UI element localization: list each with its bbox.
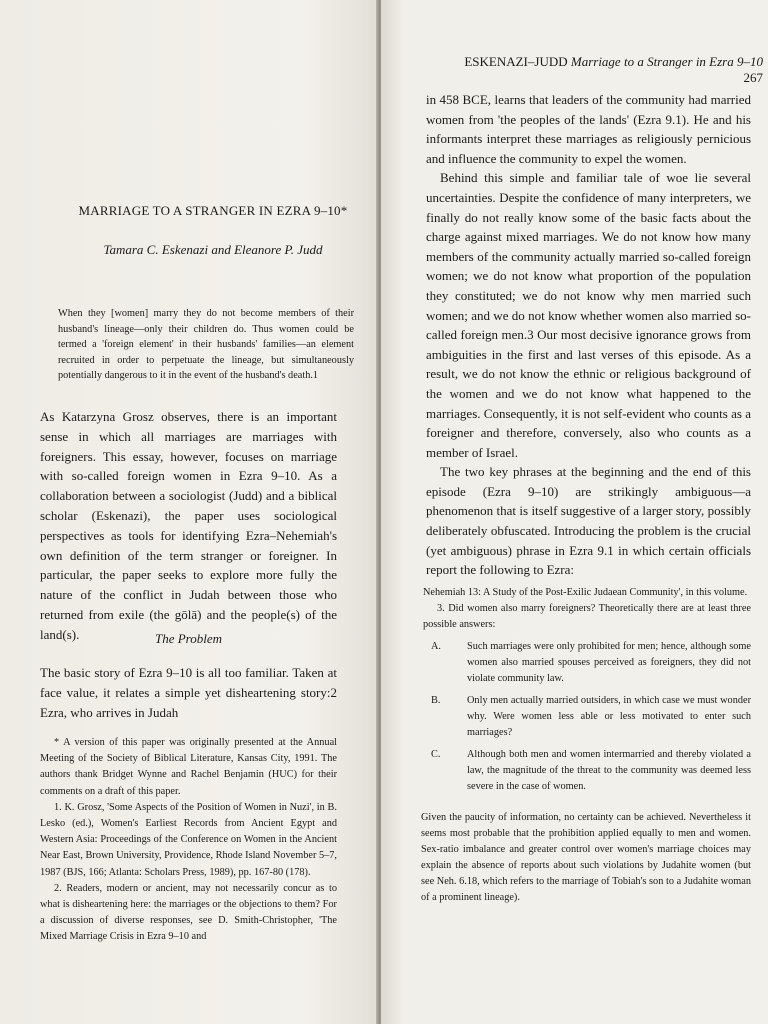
intro-paragraph: As Katarzyna Grosz observes, there is an important sense in which all marriages are marriages with foreigners. This essay, however, focuses on marriage with so-called foreign women in Ezra 9–10. As a collaboration between a sociologist (Judd) and a biblical scholar (Eskenazi), the paper uses sociological perspectives as tools for identifying Ezra–Nehemiah's own definition of the term stranger or foreigner. In particular, the paper seeks to explore more fully the nature of the conflict in Judah between those who returned from exile (the gōlā) and the people(s) of the land(s). [40,409,337,642]
footnote-2: 2. Readers, modern or ancient, may not necessarily concur as to what is disheartening here: the marriages or the objections to them? For a discussion of diverse responses, see D. Smith-Christopher, 'The Mixed Marriage Crisis in Ezra 9–10 and [40,882,337,943]
article-authors: Tamara C. Eskenazi and Eleanore P. Judd [103,242,323,257]
answer-item [423,639,751,687]
answer-letter: A. [431,641,442,652]
epigraph: When they [women] marry they do not become members of their husband's lineage—only their children do. Thus women could be termed a 'foreign element' in their husbands' families—an element recruited in order to perpetuate the lineage, but simultaneously potentially dangerous to it in the event of the husband's death.1 [58,308,354,382]
paragraph-uncertainties: Behind this simple and familiar tale of woe lie several uncertainties. Despite the confidence of many interpreters, we finally do not really know some of the basic facts about the charge against mixed marriages. We do not know how many members of the community actually married so-called foreign women; we do not know what proportion of the population they constituted; we do not know why men married such women; and we do not know whether women also married so-called foreign men.3 Our most decisive ignorance grows from ambiguities in the first and last verses of this episode. As a result, we do not know the ethnic or religious background of the women and we do not know what happened to the marriages. Consequently, it is not self-evident who counts as a foreigner and therefore, conversely, also who counts as a member of Israel. [426,170,751,460]
section-heading: The Problem [154,631,223,646]
problem-paragraph: The basic story of Ezra 9–10 is all too familiar. Taken at face value, it relates a simple yet disheartening story:2 Ezra, who arrives in Judah [40,665,337,720]
running-head [447,54,763,86]
answer-text: Although both men and women intermarried and thereby violated a law, the magnitude of the threat to the community was deemed less severe in the case of women. [467,749,751,792]
paragraph-continuation: in 458 BCE, learns that leaders of the community had married women from 'the peoples of the lands' (Ezra 9.1). He and his informants interpret these marriages as religiously pernicious and influence the community to expel the women. [426,92,751,166]
answer-letter: B. [431,695,441,706]
footnotes-left [40,735,337,946]
paragraph-key-phrases: The two key phrases at the beginning and the end of this episode (Ezra 9–10) are strikingly ambiguous—a phenomenon that is itself suggestive of a larger story, possibly deliberately obfuscated. Introducing the problem is the crucial (yet ambiguous) phrase in Ezra 9.1 in which certain officials report the following to Ezra: [426,464,751,578]
footnote-3: 3. Did women also marry foreigners? Theoretically there are at least three possible answers: [423,603,751,630]
answer-text: Only men actually married outsiders, in which case we must wonder why. Were women less able or less motivated to enter such marriages? [467,695,751,738]
page-number: 267 [743,70,763,85]
answer-letter: C. [431,749,441,760]
right-body [426,90,751,580]
running-head-title: Marriage to a Stranger in Ezra 9–10 [570,54,763,69]
footnote-star: * A version of this paper was originally presented at the Annual Meeting of the Society of Biblical Literature, Kansas City, 1991. The authors thank Bridget Wynne and Rachel Benjamin (HUC) for their comments on a draft of this paper. [40,737,337,797]
right-page [381,0,768,1024]
running-head-authors: ESKENAZI–JUDD [464,54,568,69]
footnote-conclusion: Given the paucity of information, no certainty can be achieved. Nevertheless it seems most probable that the prohibition applied equally to men and women. Sex-ratio imbalance and greater control over women's marriage choices may explain the absence of reports about such violations by Judahite women (but see Neh. 6.18, which refers to the marriage of Tobiah's son to a Judahite woman of a prominent lineage). [421,812,751,903]
answer-item [423,693,751,741]
footnotes-right [423,585,751,795]
article-title: MARRIAGE TO A STRANGER IN EZRA 9–10* [78,203,348,218]
answer-item [423,747,751,795]
footnote-continuation: Nehemiah 13: A Study of the Post-Exilic Judaean Community', in this volume. [423,587,748,598]
answer-text: Such marriages were only prohibited for men; hence, although some women also married spouses perceived as foreigners, they did not violate community law. [467,641,751,684]
left-page [0,0,379,1024]
footnote-1: 1. K. Grosz, 'Some Aspects of the Position of Women in Nuzi', in B. Lesko (ed.), Women's Earliest Records from Ancient Egypt and Western Asia: Proceedings of the Conference on Women in the Ancient Near East, Brown University, Providence, Rhode Island November 5–7, 1987 (BJS, 166; Atlanta: Scholars Press, 1989), pp. 167-80 (178). [40,801,337,878]
